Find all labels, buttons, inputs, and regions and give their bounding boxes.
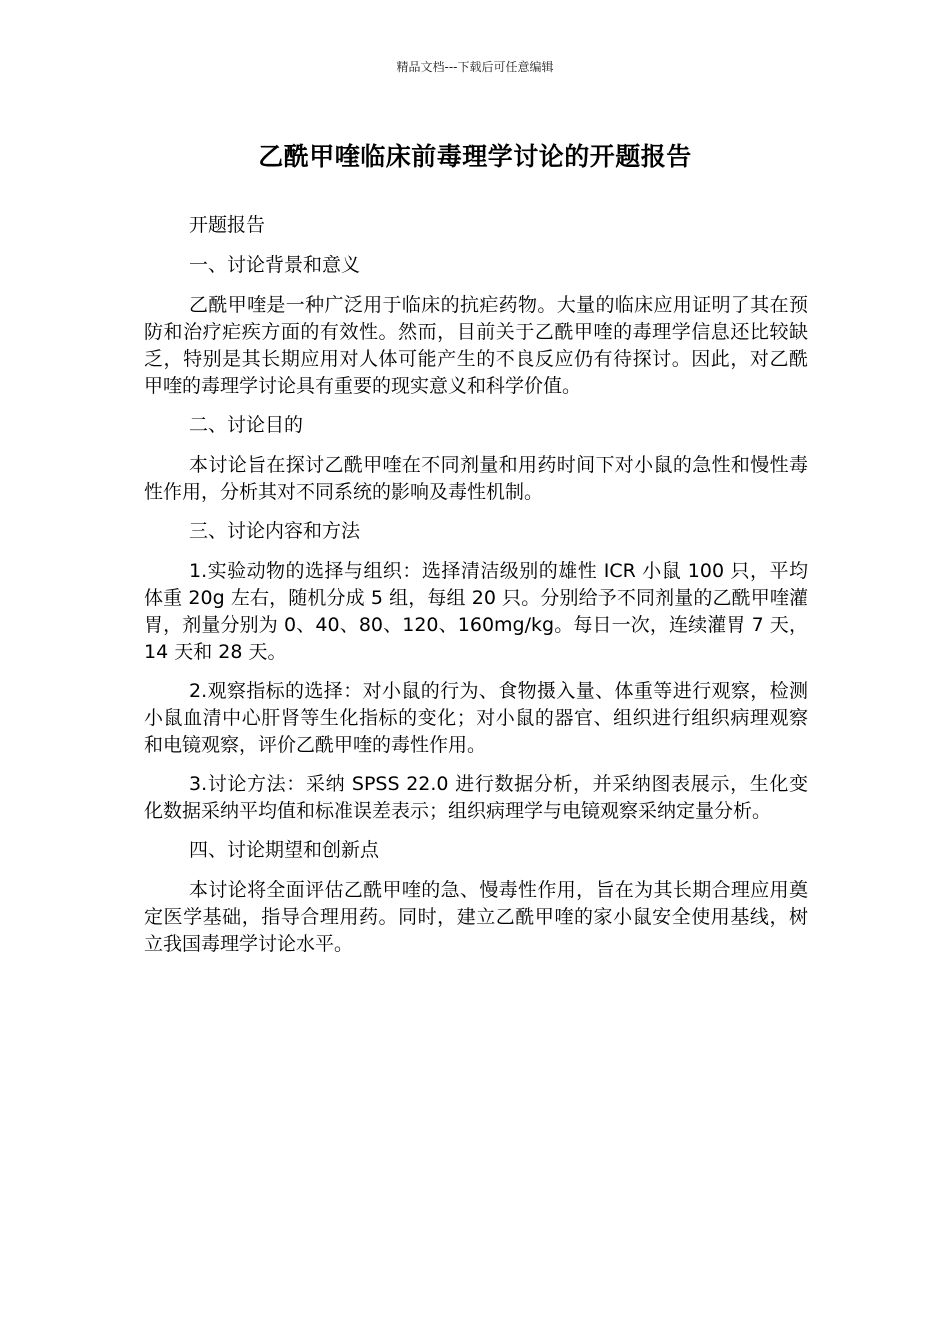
section-heading-methods: 三、讨论内容和方法	[189, 520, 361, 542]
paragraph-purpose: 本讨论旨在探讨乙酰甲喹在不同剂量和用药时间下对小鼠的急性和慢性毒性作用，分析其对不同系统的影响及毒性机制。	[144, 454, 808, 503]
document-body	[144, 212, 808, 970]
page-title: 乙酰甲喹临床前毒理学讨论的开题报告	[258, 142, 692, 171]
section-heading-purpose: 二、讨论目的	[189, 414, 304, 436]
section-label-report: 开题报告	[189, 214, 266, 236]
paragraph-method-indicators: 2.观察指标的选择：对小鼠的行为、食物摄入量、体重等进行观察，检测小鼠血清中心肝肾等生化指标的变化；对小鼠的器官、组织进行组织病理观察和电镜观察，评价乙酰甲喹的毒性作用。	[144, 680, 808, 756]
paragraph-method-analysis: 3.讨论方法：采纳 SPSS 22.0 进行数据分析，并采纳图表展示，生化变化数据采纳平均值和标准误差表示；组织病理学与电镜观察采纳定量分析。	[144, 773, 808, 822]
section-heading-expectations: 四、讨论期望和创新点	[189, 839, 380, 861]
section-heading-background: 一、讨论背景和意义	[189, 254, 361, 276]
paragraph-background: 乙酰甲喹是一种广泛用于临床的抗疟药物。大量的临床应用证明了其在预防和治疗疟疾方面的有效性。然而，目前关于乙酰甲喹的毒理学信息还比较缺乏，特别是其长期应用对人体可能产生的不良反应仍有待探讨。因此，对乙酰甲喹的毒理学讨论具有重要的现实意义和科学价值。	[144, 294, 808, 397]
paragraph-method-animals: 1.实验动物的选择与组织：选择清洁级别的雄性 ICR 小鼠 100 只，平均体重 20g 左右，随机分成 5 组，每组 20 只。分别给予不同剂量的乙酰甲喹灌胃，剂量分别为 0、40、80、120、160mg/kg。每日一次，连续灌胃 7 天，14 天和 28 天。	[144, 560, 808, 663]
paragraph-expectations: 本讨论将全面评估乙酰甲喹的急、慢毒性作用，旨在为其长期合理应用奠定医学基础，指导合理用药。同时，建立乙酰甲喹的家小鼠安全使用基线，树立我国毒理学讨论水平。	[144, 879, 808, 955]
header-note: 精品文档---下载后可任意编辑	[396, 60, 554, 74]
